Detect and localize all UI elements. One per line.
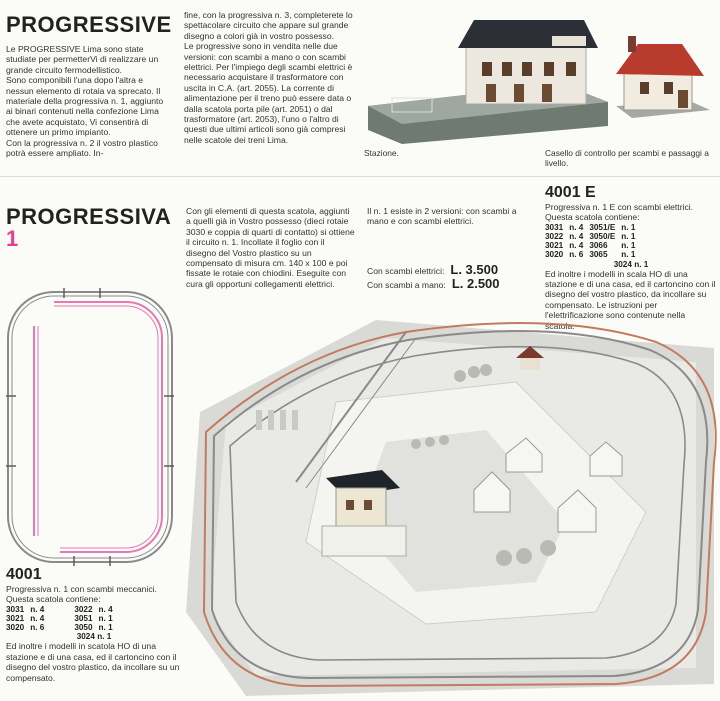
price-manual-value: L. 2.500 <box>451 276 500 291</box>
contents-table <box>6 605 119 633</box>
box-description: Progressiva n. 1 con scambi meccanici. <box>6 584 157 594</box>
contents-table <box>545 223 641 260</box>
station-caption: Stazione. <box>364 148 399 158</box>
station-illustration <box>362 6 612 146</box>
layout-illustration <box>186 312 718 696</box>
oval-track-svg <box>4 286 176 568</box>
layout-svg <box>186 312 718 696</box>
intro-paragraph: Le PROGRESSIVE Lima sono state studiate per permetterVi di realizzare un grande circuito fermodellistico. <box>6 44 159 75</box>
intro-paragraph: Sono componibili l'una dopo l'altra e nessun elemento di rotaia va sprecato. Il materiale della progressiva n. 1, aggiunto ai binari contenuti nella confezione Lima che avete acquistato, Vi consentirà di ottenere un primo impianto. <box>6 75 164 138</box>
section-title-progressiva: PROGRESSIVA <box>6 204 172 229</box>
price-electric-value: L. 3.500 <box>450 262 499 277</box>
assembly-instructions: Con gli elementi di questa scatola, aggiunti a quelli già in Vostro possesso (dieci rotaie 3030 e coppia di quarti di contatto) si ottiene il circuito n. 1. Incollate il foglio con il disegno del Vostro plastico su un compensato di misura cm. 140 x 100 e poi fissate le rotaie con chiodini. Eseguite con cura gli opportuni collegamenti elettrici. <box>186 206 355 289</box>
box-code: 4001 <box>6 566 42 583</box>
house-photo <box>612 36 712 122</box>
house-illustration <box>612 36 712 122</box>
contents-last-row: 3024 n. 1 <box>76 632 112 642</box>
price-electric-label: Con scambi elettrici: <box>367 266 445 276</box>
intro-column-1 <box>6 44 172 158</box>
box-description: Progressiva n. 1 E con scambi elettrici. <box>545 202 694 212</box>
section-title-progressive: PROGRESSIVE <box>6 12 172 37</box>
box-note: Ed inoltre i modelli in scatola HO di una stazione e di una casa, ed il cartoncino con il disegno del vostro plastico, da incollare su un compensato. <box>6 641 180 683</box>
box-note: Ed inoltre i modelli in scala HO di una stazione e di una casa, ed il cartoncino con il disegno del vostro plastico, da incollare su compensato. Le istruzioni per l'elettrificazione sono contenute nella scatola. <box>545 268 716 331</box>
table-row: 3020 n. 6 3050 n. 1 <box>6 623 113 633</box>
contents-last-row: 3024 n. 1 <box>613 259 649 269</box>
intro-paragraph: fine, con la progressiva n. 3, completerete lo spettacolare circuito che appare sul grande disegno a colori già in vostro possesso. <box>184 10 353 41</box>
versions-text: Il n. 1 esiste in 2 versioni: con scambi a mano e con scambi elettrici. <box>367 206 517 227</box>
box-4001e <box>545 184 717 331</box>
table-row: 3031 n. 4 3022 n. 4 <box>6 604 113 614</box>
track-diagram <box>4 286 176 568</box>
station-photo <box>362 6 612 146</box>
box-contains: Questa scatola contiene: <box>545 212 640 223</box>
section-divider <box>0 176 720 177</box>
intro-paragraph: Con la progressiva n. 2 il vostro plastico potrà essere ampliato. In- <box>6 137 158 159</box>
price-manual <box>367 276 500 291</box>
box-4001 <box>6 566 182 683</box>
box-code: 4001 E <box>545 184 596 201</box>
table-row: 3020 n. 6 3065 n. 1 <box>545 250 636 260</box>
table-row: 3021 n. 4 3051 n. 1 <box>6 614 113 624</box>
price-manual-label: Con scambi a mano: <box>367 280 446 290</box>
progressiva-number: 1 <box>6 226 19 251</box>
table-row: 3022 n. 4 3050/E n. 1 <box>545 232 636 242</box>
intro-column-2 <box>184 10 354 145</box>
price-electric <box>367 262 498 277</box>
house-caption: Casello di controllo per scambi e passaggi a livello. <box>545 148 709 168</box>
table-row: 3021 n. 4 3066 n. 1 <box>545 241 636 251</box>
intro-paragraph: Le progressive sono in vendita nelle due versioni: con scambi a mano o con scambi elettrici. Per l'impiego degli scambi elettrici è necessario acquistare il trasformatore con uscita in C.A. (art. 2055). La corrente di alimentazione per il treno può essere data o dalla scatola porta pile (art. 2051) o dal trasformatore (art. 2053), l'uno o l'altro di questi due ultimi articoli sono già compresi nelle scatole dei treni Lima. <box>184 41 353 145</box>
table-row: 3031 n. 4 3051/E n. 1 <box>545 222 636 232</box>
box-contains: Questa scatola contiene: <box>6 594 101 605</box>
